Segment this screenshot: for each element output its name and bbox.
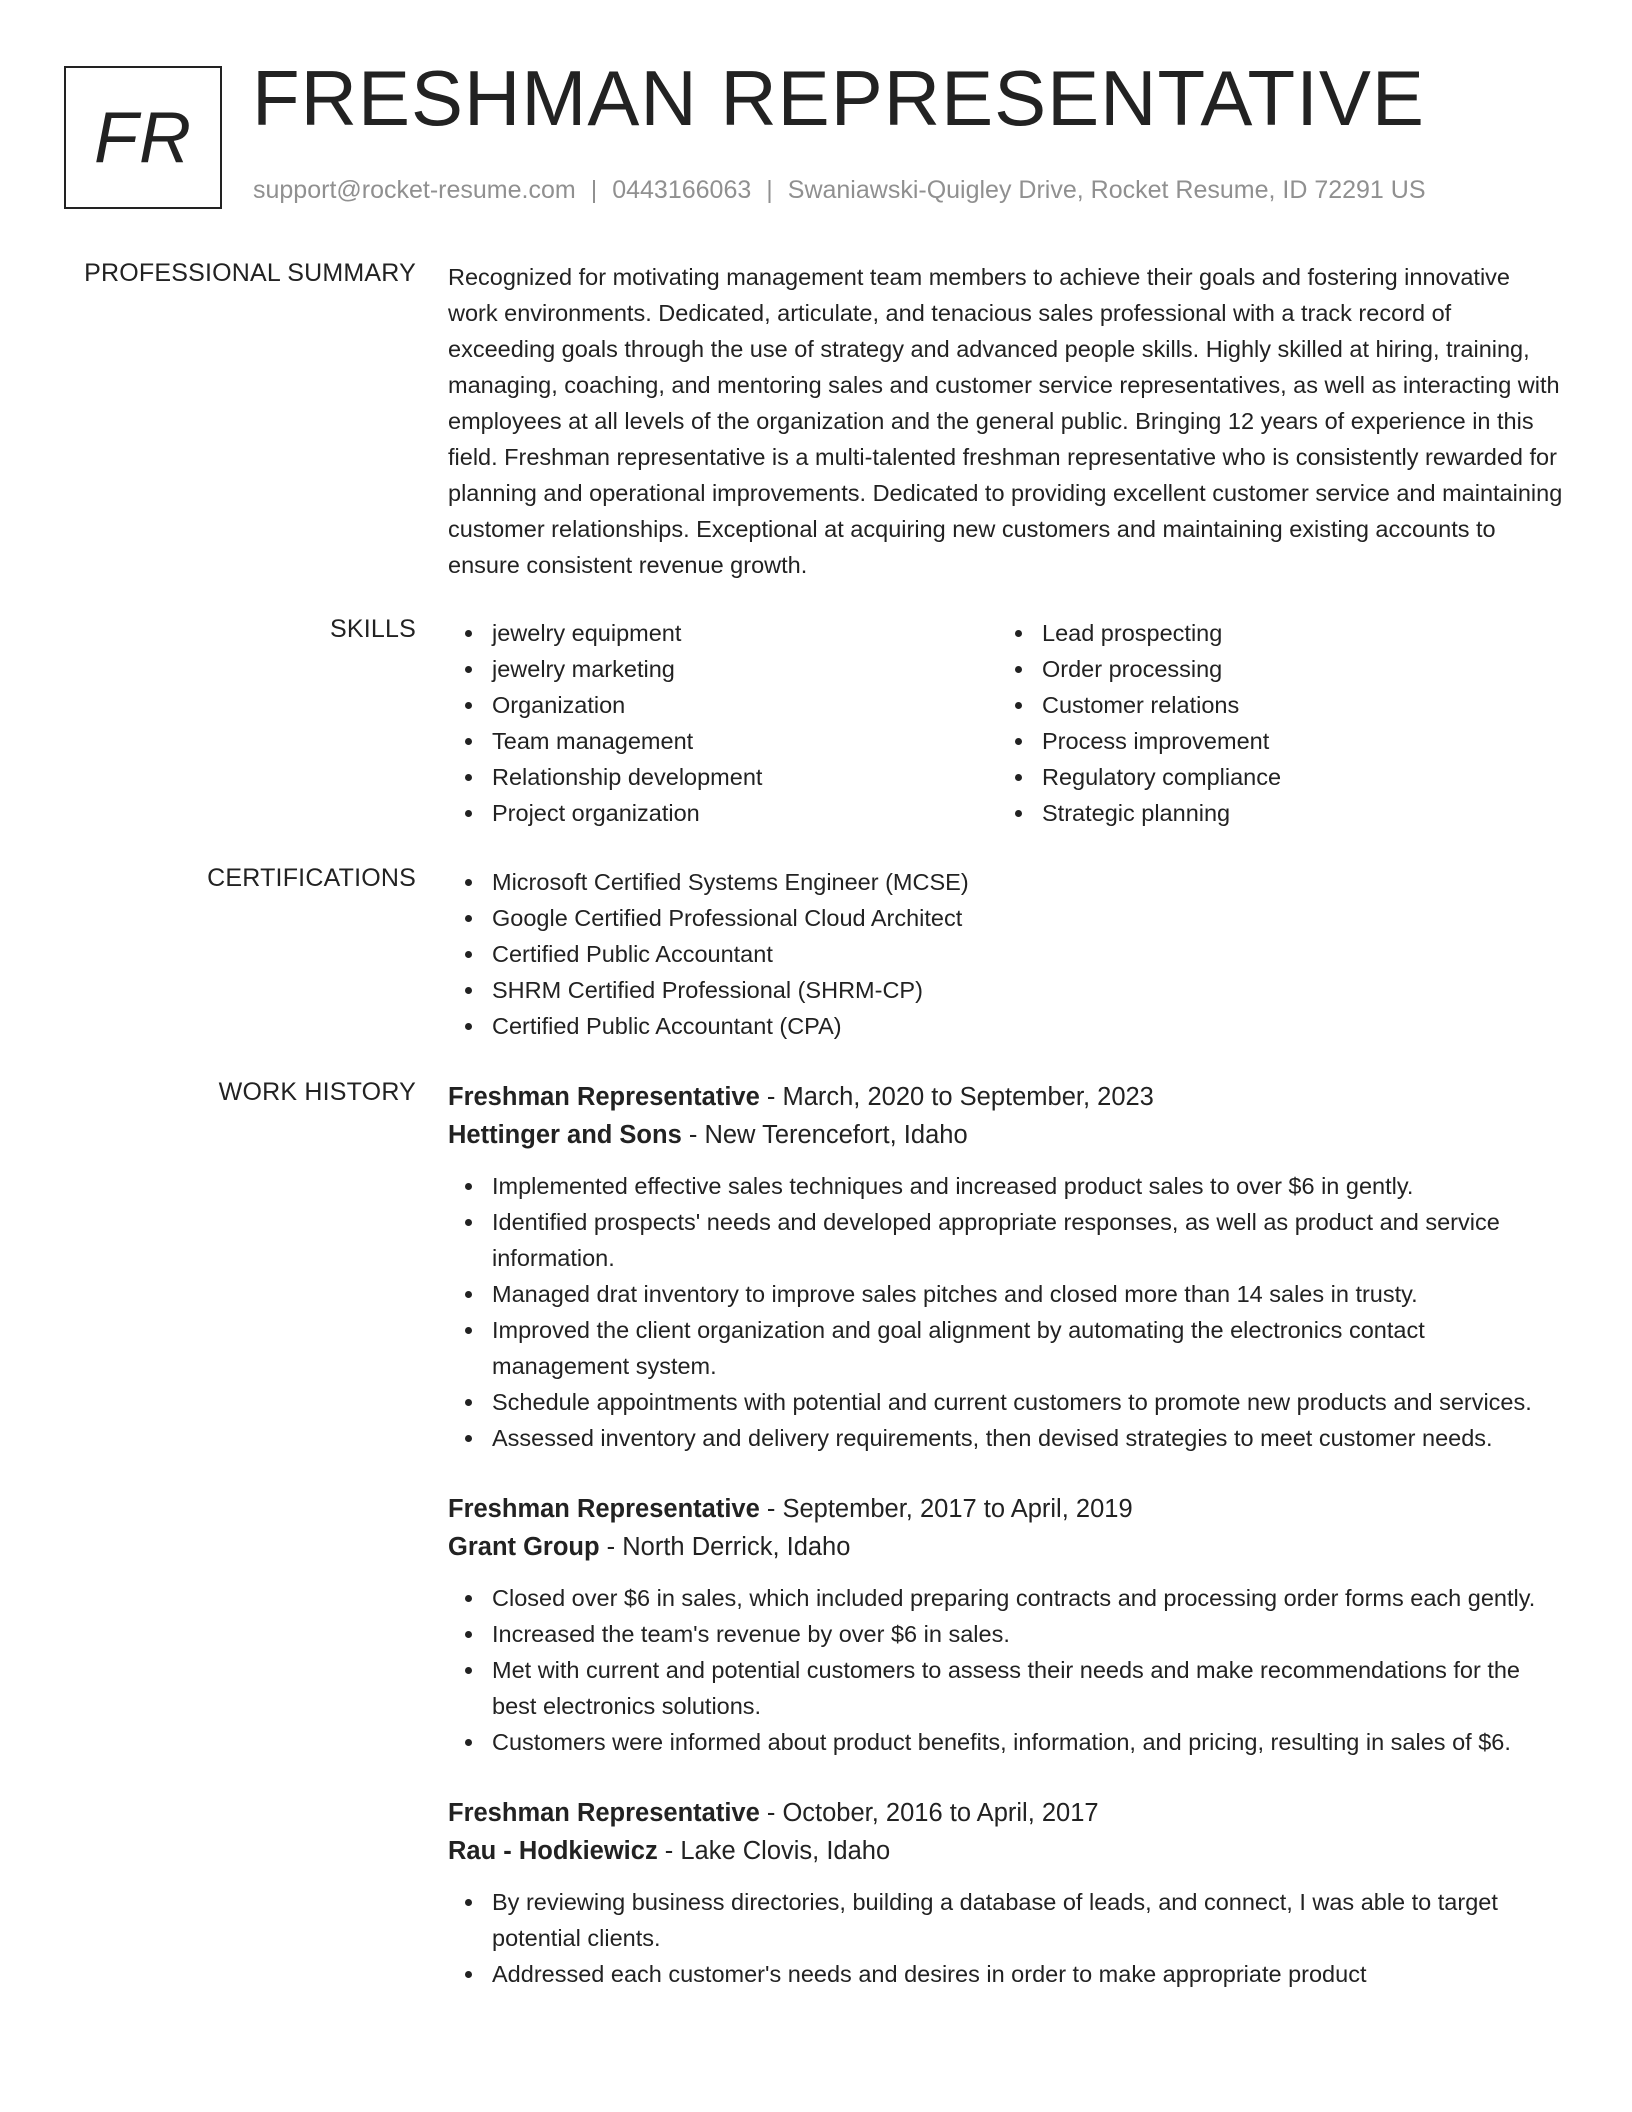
list-item: Microsoft Certified Systems Engineer (MCSE) <box>448 864 1563 900</box>
list-item: Organization <box>448 687 998 723</box>
list-item: Managed drat inventory to improve sales pitches and closed more than 14 sales in trusty. <box>448 1276 1563 1312</box>
skills-list-right <box>998 615 1548 831</box>
list-item: jewelry equipment <box>448 615 998 651</box>
list-item: Strategic planning <box>998 795 1548 831</box>
job-location: - Lake Clovis, Idaho <box>657 1837 891 1865</box>
list-item: Schedule appointments with potential and current customers to promote new products and services. <box>448 1384 1563 1420</box>
list-item: Implemented effective sales techniques and increased product sales to over $6 in gently. <box>448 1168 1563 1204</box>
skills-heading: SKILLS <box>330 615 416 643</box>
job-title-line <box>448 1078 1563 1116</box>
list-item: Customers were informed about product benefits, information, and pricing, resulting in sales of $6. <box>448 1724 1563 1760</box>
list-item: jewelry marketing <box>448 651 998 687</box>
job-title-line <box>448 1794 1563 1832</box>
job-role: Freshman Representative <box>448 1495 760 1523</box>
contact-address: Swaniawski-Quigley Drive, Rocket Resume, ID 72291 US <box>787 176 1426 204</box>
job-bullets <box>448 1580 1563 1760</box>
certifications-heading: CERTIFICATIONS <box>207 864 416 892</box>
list-item: Process improvement <box>998 723 1548 759</box>
skills-list-left <box>448 615 998 831</box>
job-dates: - October, 2016 to April, 2017 <box>759 1799 1099 1827</box>
job-company: Hettinger and Sons <box>448 1121 682 1149</box>
list-item: By reviewing business directories, building a database of leads, and connect, I was able to target potential clients. <box>448 1884 1563 1956</box>
job-entry <box>448 1794 1563 1992</box>
job-company-line <box>448 1116 1563 1154</box>
job-location: - New Terencefort, Idaho <box>681 1121 968 1149</box>
list-item: Order processing <box>998 651 1548 687</box>
list-item: Met with current and potential customers to assess their needs and make recommendations for the best electronics solutions. <box>448 1652 1563 1724</box>
skills-columns <box>448 615 1563 831</box>
summary-text: Recognized for motivating management team members to achieve their goals and fostering innovative work environments. Dedicated, articulate, and tenacious sales professional with a track record of exceeding goals through the use of strategy and advanced people skills. Highly skilled at hiring, training, managing, coaching, and mentoring sales and customer service representatives, as well as interacting with employees at all levels of the organization and the general public. Bringing 12 years of experience in this field. Freshman representative is a multi-talented freshman representative who is consistently rewarded for planning and operational improvements. Dedicated to providing excellent customer service and maintaining customer relationships. Exceptional at acquiring new customers and maintaining existing accounts to ensure consistent revenue growth. <box>448 264 1563 578</box>
job-dates: - September, 2017 to April, 2019 <box>759 1495 1133 1523</box>
list-item: Identified prospects' needs and developed appropriate responses, as well as product and service information. <box>448 1204 1563 1276</box>
job-title-line <box>448 1490 1563 1528</box>
list-item: Improved the client organization and goal alignment by automating the electronics contact management system. <box>448 1312 1563 1384</box>
list-item: SHRM Certified Professional (SHRM-CP) <box>448 972 1563 1008</box>
job-bullets <box>448 1884 1563 1992</box>
list-item: Relationship development <box>448 759 998 795</box>
candidate-name: FRESHMAN REPRESENTATIVE <box>252 54 1425 142</box>
contact-line <box>253 176 1426 205</box>
work-history-heading: WORK HISTORY <box>218 1078 416 1106</box>
monogram-logo: FR <box>64 66 222 209</box>
list-item: Certified Public Accountant <box>448 936 1563 972</box>
job-role: Freshman Representative <box>448 1083 760 1111</box>
contact-email: support@rocket-resume.com <box>253 176 576 204</box>
list-item: Google Certified Professional Cloud Architect <box>448 900 1563 936</box>
job-location: - North Derrick, Idaho <box>599 1533 851 1561</box>
list-item: Addressed each customer's needs and desires in order to make appropriate product <box>448 1956 1563 1992</box>
list-item: Regulatory compliance <box>998 759 1548 795</box>
job-bullets <box>448 1168 1563 1456</box>
list-item: Lead prospecting <box>998 615 1548 651</box>
list-item: Project organization <box>448 795 998 831</box>
summary-heading: PROFESSIONAL SUMMARY <box>84 259 416 287</box>
jobs-container <box>448 1078 1563 2026</box>
contact-phone: 0443166063 <box>612 176 752 204</box>
list-item: Team management <box>448 723 998 759</box>
list-item: Assessed inventory and delivery requirements, then devised strategies to meet customer needs. <box>448 1420 1563 1456</box>
list-item: Increased the team's revenue by over $6 in sales. <box>448 1616 1563 1652</box>
list-item: Customer relations <box>998 687 1548 723</box>
list-item: Certified Public Accountant (CPA) <box>448 1008 1563 1044</box>
job-role: Freshman Representative <box>448 1799 760 1827</box>
job-company-line <box>448 1832 1563 1870</box>
job-entry <box>448 1078 1563 1456</box>
job-dates: - March, 2020 to September, 2023 <box>759 1083 1154 1111</box>
job-company: Rau - Hodkiewicz <box>448 1837 658 1865</box>
job-company-line <box>448 1528 1563 1566</box>
contact-separator: | <box>590 176 598 204</box>
certifications-list <box>448 864 1563 1044</box>
job-entry <box>448 1490 1563 1760</box>
list-item: Closed over $6 in sales, which included preparing contracts and processing order forms each gently. <box>448 1580 1563 1616</box>
contact-separator: | <box>766 176 773 204</box>
job-company: Grant Group <box>448 1533 600 1561</box>
